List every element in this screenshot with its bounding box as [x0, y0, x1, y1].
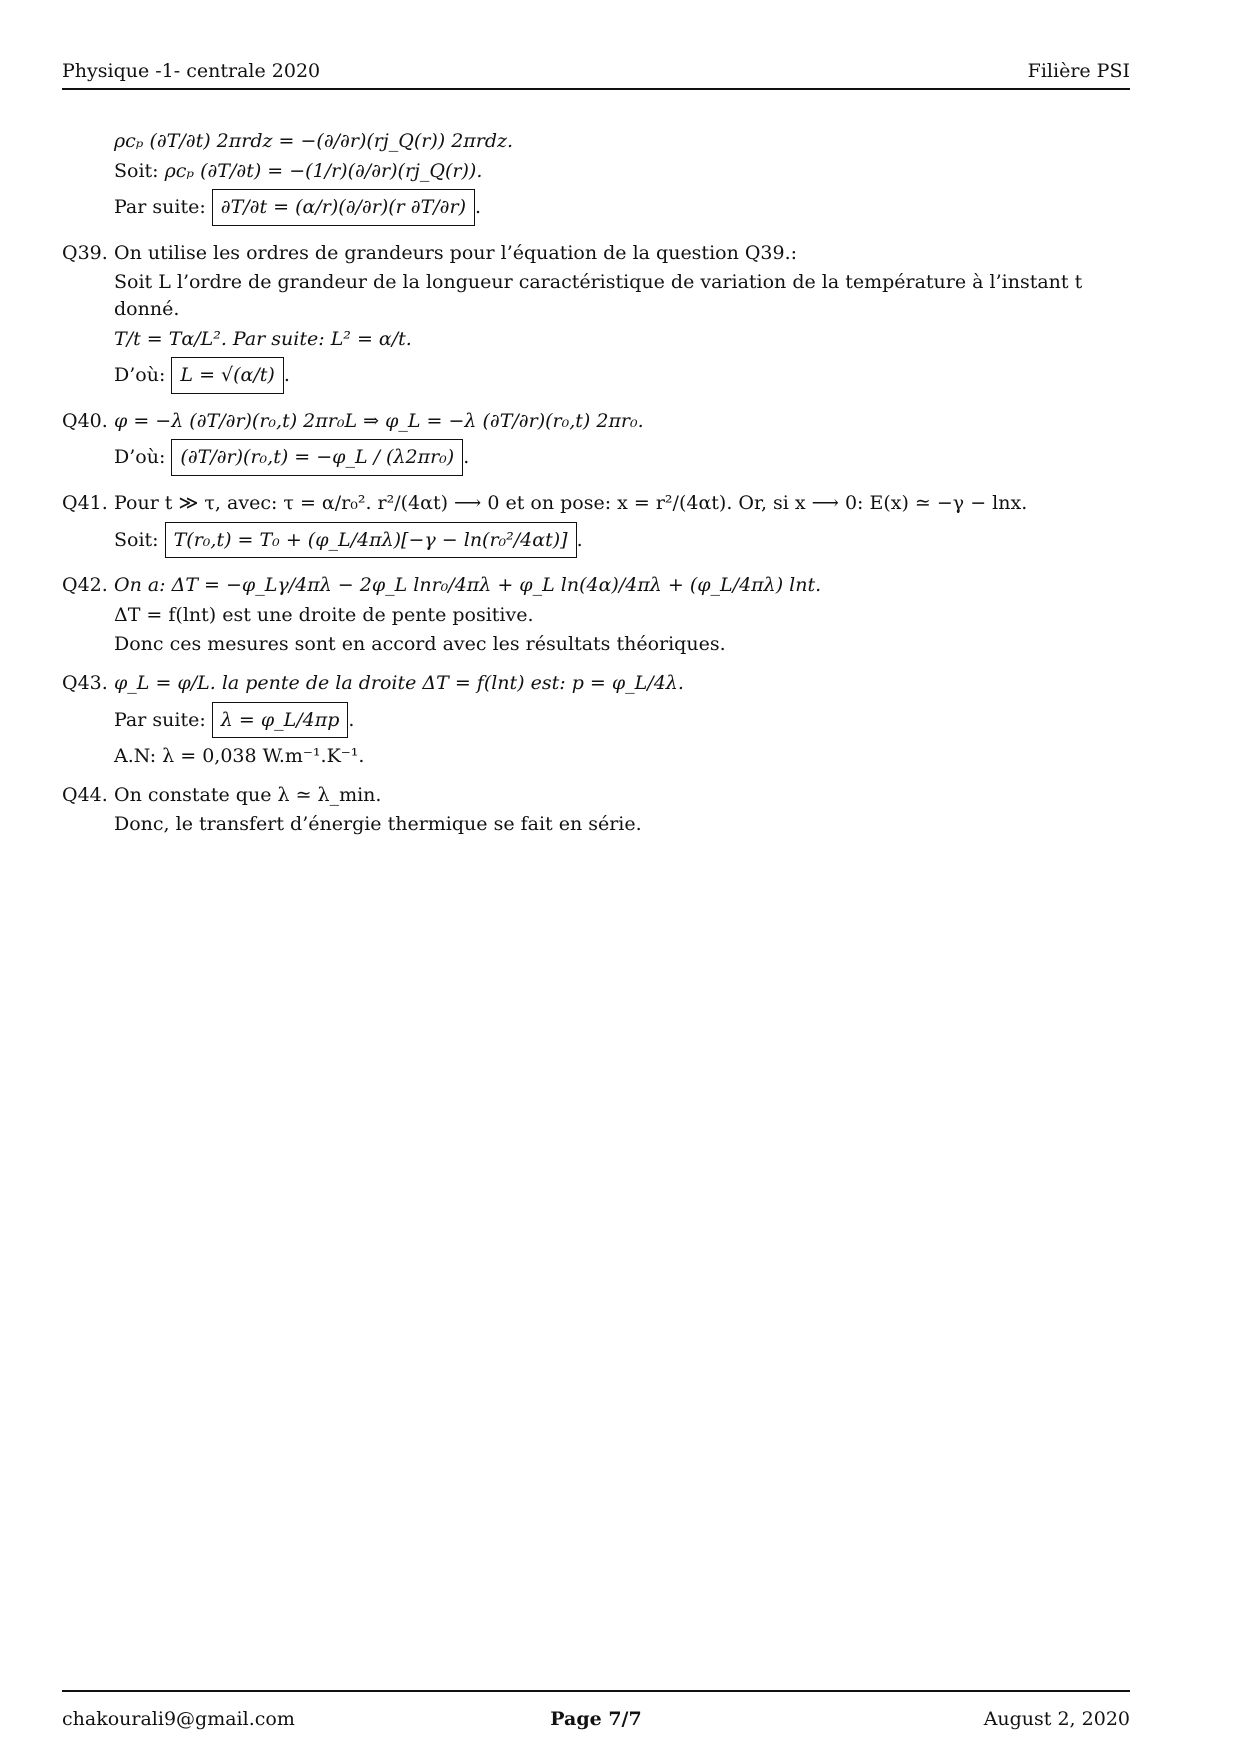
question-40: Q40. φ = −λ (∂T/∂r)(r₀,t) 2πr₀L ⇒ φ_L = −λ (∂T/∂r)(r₀,t) 2πr₀. D’où: (∂T/∂r)(r₀,t) = −φ_L / (λ2πr₀) . — [62, 408, 1130, 478]
page-content — [62, 125, 1130, 850]
footer-page-number: Page 7/7 — [550, 1708, 642, 1730]
intro-label-2: Soit: — [114, 159, 159, 182]
q41-boxed-eq: T(r₀,t) = T₀ + (φ_L/4πλ)[−γ − ln(r₀²/4αt)] — [165, 522, 577, 559]
question-41: Q41. Pour t ≫ τ, avec: τ = α/r₀². r²/(4αt) ⟶ 0 et on pose: x = r²/(4αt). Or, si x ⟶ 0: E(x) ≃ −γ − lnx. Soit: T(r₀,t) = T₀ + (φ_L/4πλ)[−γ − ln(r₀²/4αt)] . — [62, 490, 1130, 560]
q39-number: Q39. — [62, 241, 108, 264]
q44-line-1: On constate que λ ≃ λ_min. — [114, 783, 382, 806]
q43-line-1: φ_L = φ/L. la pente de la droite ΔT = f(lnt) est: p = φ_L/4λ. — [114, 671, 684, 694]
q40-line-1: φ = −λ (∂T/∂r)(r₀,t) 2πr₀L ⇒ φ_L = −λ (∂T/∂r)(r₀,t) 2πr₀. — [114, 409, 644, 432]
question-43: Q43. φ_L = φ/L. la pente de la droite ΔT = f(lnt) est: p = φ_L/4λ. Par suite: λ = φ_L/4πp . A.N: λ = 0,038 W.m⁻¹.K⁻¹. — [62, 670, 1130, 770]
page-footer — [62, 1690, 1130, 1736]
q40-boxed-eq: (∂T/∂r)(r₀,t) = −φ_L / (λ2πr₀) — [171, 439, 463, 476]
header-left: Physique -1- centrale 2020 — [62, 60, 321, 82]
q39-boxed-eq: L = √(α/t) — [171, 357, 283, 394]
q44-line-2: Donc, le transfert d’énergie thermique se fait en série. — [114, 813, 642, 836]
footer-date: August 2, 2020 — [983, 1708, 1130, 1730]
q42-line-1: On a: ΔT = −φ_Lγ/4πλ − 2φ_L lnr₀/4πλ + φ_L ln(4α)/4πλ + (φ_L/4πλ) lnt. — [114, 574, 822, 597]
page-header — [62, 60, 1130, 90]
question-44 — [62, 782, 1130, 838]
q40-result-label: D’où: — [114, 446, 166, 469]
q40-number: Q40. — [62, 409, 108, 432]
footer-email: chakourali9@gmail.com — [62, 1708, 295, 1730]
q41-line-1: Pour t ≫ τ, avec: τ = α/r₀². r²/(4αt) ⟶ 0 et on pose: x = r²/(4αt). Or, si x ⟶ 0: E(x) ≃ −γ − lnx. — [114, 491, 1028, 514]
intro-label-3: Par suite: — [114, 196, 206, 219]
q42-line-3: Donc ces mesures sont en accord avec les résultats théoriques. — [114, 633, 726, 656]
q39-line-2: Soit L l’ordre de grandeur de la longueur caractéristique de variation de la température à l’instant t donné. — [114, 271, 1083, 320]
q43-boxed-eq: λ = φ_L/4πp — [212, 702, 349, 739]
header-right: Filière PSI — [1027, 60, 1130, 82]
intro-eq-1: ρcₚ (∂T/∂t) 2πrdz = −(∂/∂r)(rj_Q(r)) 2πrdz. — [114, 130, 514, 152]
intro-boxed-eq: ∂T/∂t = (α/r)(∂/∂r)(r ∂T/∂r) — [212, 189, 475, 226]
question-42 — [62, 572, 1130, 658]
q42-line-2: ΔT = f(lnt) est une droite de pente positive. — [114, 603, 534, 626]
q39-line-1: On utilise les ordres de grandeurs pour l’équation de la question Q39.: — [114, 241, 798, 264]
q41-number: Q41. — [62, 491, 108, 514]
intro-block: ρcₚ (∂T/∂t) 2πrdz = −(∂/∂r)(rj_Q(r)) 2πrdz. Soit: ρcₚ (∂T/∂t) = −(1/r)(∂/∂r)(rj_Q(r)). Par suite: ∂T/∂t = (α/r)(∂/∂r)(r ∂T/∂r) . — [62, 128, 1130, 228]
intro-eq-2: ρcₚ (∂T/∂t) = −(1/r)(∂/∂r)(rj_Q(r)). — [164, 159, 483, 182]
q39-line-3: T/t = Tα/L². Par suite: L² = α/t. — [114, 327, 412, 350]
q44-number: Q44. — [62, 783, 108, 806]
q41-result-label: Soit: — [114, 528, 159, 551]
question-39: Q39. On utilise les ordres de grandeurs pour l’équation de la question Q39.: Soit L l’ordre de grandeur de la longueur caractéristique de variation de la température à l’instant t donné. T/t = Tα/L². Par suite: L² = α/t. D’où: L = √(α/t) . — [62, 240, 1130, 396]
q43-result-label: Par suite: — [114, 708, 206, 731]
q43-number: Q43. — [62, 671, 108, 694]
q42-number: Q42. — [62, 574, 108, 597]
q43-line-3: A.N: λ = 0,038 W.m⁻¹.K⁻¹. — [114, 745, 365, 768]
q39-result-label: D’où: — [114, 364, 166, 387]
